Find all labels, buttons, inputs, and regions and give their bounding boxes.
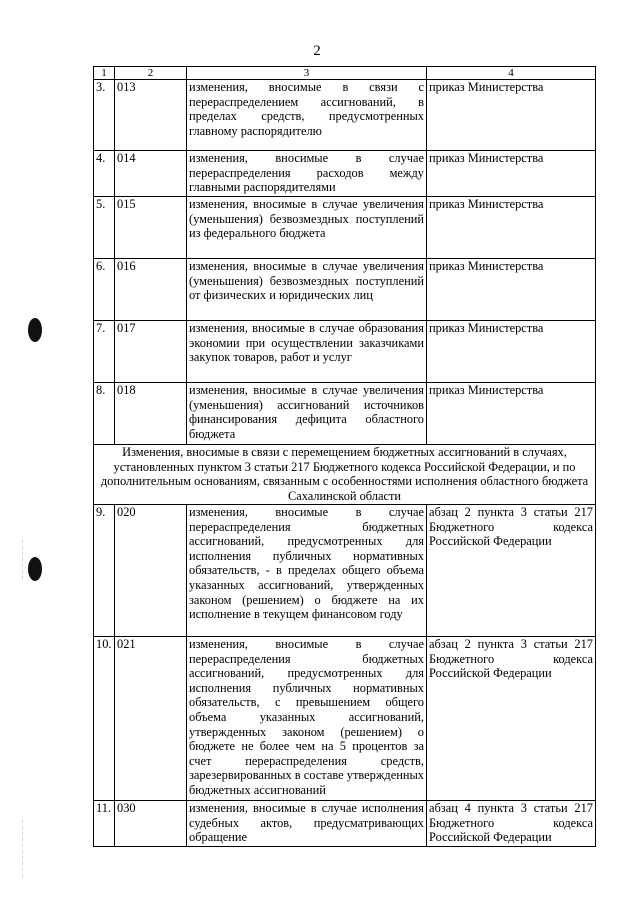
row-description: изменения, вносимые в случае увеличения (уменьшения) безвозмездных поступлений из федерального бюджета <box>187 197 427 259</box>
row-basis: абзац 2 пункта 3 статьи 217 Бюджетного кодекса Российской Федерации <box>427 637 596 801</box>
row-description: изменения, вносимые в случае увеличения (уменьшения) ассигнований источников финансирования дефицита областного бюджета <box>187 383 427 445</box>
page-number: 2 <box>313 43 321 59</box>
table-row <box>94 505 596 637</box>
punch-hole <box>28 557 42 581</box>
row-description: изменения, вносимые в связи с перераспределением ассигнований, в пределах средств, предусмотренных главному распорядителю <box>187 80 427 151</box>
row-basis: приказ Министерства <box>427 321 596 383</box>
header-cell: 4 <box>427 67 596 80</box>
row-basis: абзац 2 пункта 3 статьи 217 Бюджетного кодекса Российской Федерации <box>427 505 596 637</box>
scan-artifact <box>22 540 23 580</box>
row-code: 021 <box>115 637 187 801</box>
row-number: 9. <box>94 505 115 637</box>
budget-changes-table <box>93 66 596 847</box>
row-number: 5. <box>94 197 115 259</box>
row-basis: абзац 4 пункта 3 статьи 217 Бюджетного кодекса Российской Федерации <box>427 801 596 847</box>
row-description: изменения, вносимые в случае исполнения судебных актов, предусматривающих обращение <box>187 801 427 847</box>
row-number: 4. <box>94 151 115 197</box>
row-number: 8. <box>94 383 115 445</box>
row-description: изменения, вносимые в случае образования экономии при осуществлении заказчиками закупок товаров, работ и услуг <box>187 321 427 383</box>
table-header-row <box>94 67 596 80</box>
row-basis: приказ Министерства <box>427 259 596 321</box>
section-heading: Изменения, вносимые в связи с перемещением бюджетных ассигнований в случаях, установленных пунктом 3 статьи 217 Бюджетного кодекса Российской Федерации, и по дополнительным основаниям, связанным с особенностями исполнения областного бюджета Сахалинской области <box>94 445 596 505</box>
table-row <box>94 801 596 847</box>
row-code: 015 <box>115 197 187 259</box>
row-code: 016 <box>115 259 187 321</box>
punch-hole <box>28 318 42 342</box>
header-cell: 1 <box>94 67 115 80</box>
row-basis: приказ Министерства <box>427 151 596 197</box>
row-number: 10. <box>94 637 115 801</box>
table-row <box>94 80 596 151</box>
row-code: 030 <box>115 801 187 847</box>
row-code: 014 <box>115 151 187 197</box>
row-number: 11. <box>94 801 115 847</box>
section-heading-row <box>94 445 596 505</box>
table-row <box>94 259 596 321</box>
row-code: 013 <box>115 80 187 151</box>
table-row <box>94 321 596 383</box>
row-description: изменения, вносимые в случае перераспределения бюджетных ассигнований, предусмотренных для исполнения публичных нормативных обязательств, - в пределах общего объема указанных ассигнований, утвержденных законом (решением) о бюджете на их исполнение в текущем финансовом году <box>187 505 427 637</box>
header-cell: 3 <box>187 67 427 80</box>
row-code: 017 <box>115 321 187 383</box>
row-description: изменения, вносимые в случае перераспределения расходов между главными распорядителями <box>187 151 427 197</box>
row-code: 020 <box>115 505 187 637</box>
row-number: 3. <box>94 80 115 151</box>
scan-artifact <box>22 820 23 880</box>
table-row <box>94 383 596 445</box>
row-code: 018 <box>115 383 187 445</box>
table-row <box>94 151 596 197</box>
row-basis: приказ Министерства <box>427 383 596 445</box>
header-cell: 2 <box>115 67 187 80</box>
row-basis: приказ Министерства <box>427 80 596 151</box>
row-description: изменения, вносимые в случае увеличения (уменьшения) безвозмездных поступлений от физических и юридических лиц <box>187 259 427 321</box>
row-number: 6. <box>94 259 115 321</box>
table-row <box>94 197 596 259</box>
table-row <box>94 637 596 801</box>
row-description: изменения, вносимые в случае перераспределения бюджетных ассигнований, предусмотренных для исполнения публичных нормативных обязательств, с превышением общего объема указанных ассигнований, утвержденных законом (решением) о бюджете не более чем на 5 процентов за счет перераспределения средств, зарезервированных в составе утвержденных бюджетных ассигнований <box>187 637 427 801</box>
row-basis: приказ Министерства <box>427 197 596 259</box>
row-number: 7. <box>94 321 115 383</box>
